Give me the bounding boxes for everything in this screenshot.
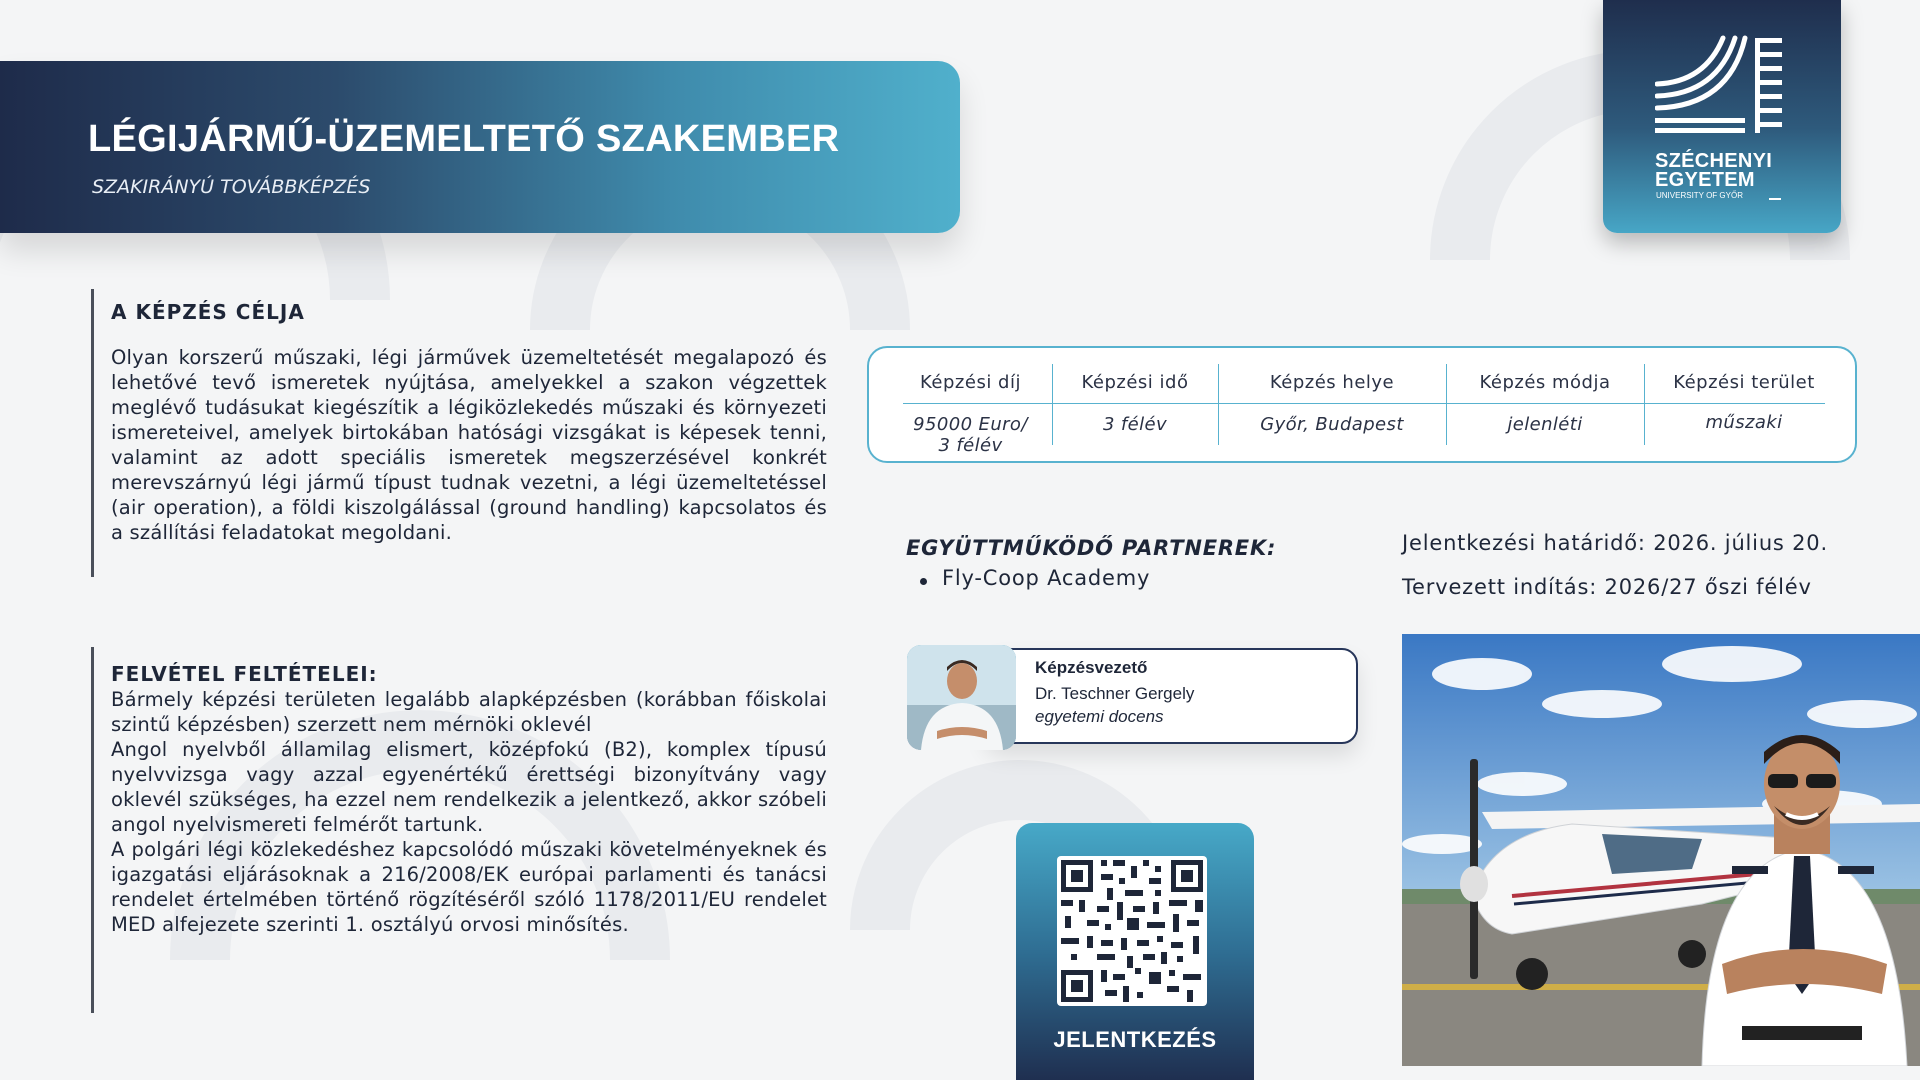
logo-name-line1: SZÉCHENYI — [1655, 150, 1773, 172]
admission-item: A polgári légi közlekedéshez kapcsolódó műszaki követelményeknek és igazgatási eljárásoknak a 216/2008/EK európai parlamenti és tanácsi rendelet értelmében történő rögzítéséről szóló 1178/2011/EU rendelet MED alfejezete szerinti 1. osztályú orvosi minősítés. — [111, 838, 827, 936]
admission-section — [91, 647, 831, 1013]
qr-code-icon[interactable] — [1057, 856, 1207, 1006]
university-logo — [1603, 0, 1841, 233]
partner-name: Fly-Coop Academy — [942, 566, 1151, 590]
goal-text: Olyan korszerű műszaki, légi járművek üzemeltetését megalapozó és lehetővé tevő ismeretek nyújtása, amelyekkel a szakon végzettek meglévő tudásukat kiegészítik a légiközlekedés műszaki és környezeti ismereteivel, amelyek birtokában hatósági vizsgákat is képesek tenni, valamint az adott speciális ismeretek megszerzésével konkrét merevszárnyú légi jármű típust tudnak vezetni, a légi üzemeltetéssel (air operation), a földi kiszolgálással (ground handling) kapcsolatos és a szállítási feladatokat megoldani. — [111, 346, 827, 544]
info-col-location — [1218, 348, 1446, 461]
info-col-mode — [1446, 348, 1644, 461]
page-subtitle: SZAKIRÁNYÚ TOVÁBBKÉPZÉS — [92, 176, 371, 198]
application-deadline: Jelentkezési határidő: 2026. július 20. — [1402, 531, 1828, 555]
goal-title: A KÉPZÉS CÉLJA — [111, 300, 305, 324]
logo-tagline: UNIVERSITY OF GYŐR — [1656, 191, 1743, 200]
apply-label[interactable]: JELENTKEZÉS — [1053, 1027, 1217, 1052]
logo-name-line2: EGYETEM — [1655, 169, 1755, 191]
info-value: műszaki — [1705, 412, 1783, 433]
info-value: jelenléti — [1507, 414, 1583, 435]
info-col-field — [1644, 348, 1844, 461]
goal-section — [91, 289, 831, 577]
pilot-airplane-photo — [1402, 634, 1920, 1066]
partners-title: EGYÜTTMŰKÖDŐ PARTNEREK: — [906, 536, 1277, 560]
leader-portrait — [907, 645, 1016, 750]
planned-start: Tervezett indítás: 2026/27 őszi félév — [1402, 575, 1812, 599]
admission-title: FELVÉTEL FELTÉTELEI: — [111, 662, 378, 686]
partner-item — [918, 566, 1150, 590]
page-title: LÉGIJÁRMŰ-ÜZEMELTETŐ SZAKEMBER — [88, 118, 840, 160]
info-col-duration — [1052, 348, 1218, 461]
logo-mark-icon — [1655, 34, 1785, 134]
info-value: 3 félév — [1102, 414, 1168, 435]
info-value: Győr, Budapest — [1260, 414, 1404, 435]
leader-name: Dr. Teschner Gergely — [1035, 684, 1195, 703]
leader-title: egyetemi docens — [1035, 707, 1164, 726]
photo-illustration — [1402, 634, 1920, 1066]
info-header: Képzés módja — [1479, 372, 1611, 393]
logo-underline — [1769, 198, 1781, 200]
info-header: Képzés helye — [1269, 372, 1395, 393]
info-value: 95000 Euro/ 3 félév — [913, 414, 1028, 456]
admission-list — [111, 687, 827, 937]
admission-item: Bármely képzési területen legalább alapképzésben (korábban főiskolai szintű képzésben) szerzett nem mérnöki oklevél — [111, 688, 827, 736]
leader-portrait-icon — [907, 645, 1016, 750]
info-header: Képzési terület — [1673, 372, 1815, 393]
course-info-table — [867, 346, 1857, 463]
info-col-fee — [889, 348, 1052, 461]
info-header: Képzési díj — [920, 372, 1021, 393]
qr-code-graphic — [1057, 856, 1207, 1006]
admission-item: Angol nyelvből államilag elismert, középfokú (B2), komplex típusú nyelvvizsga vagy azzal egyenértékű érettségi bizonyítvány vagy oklevél szükséges, ha ezzel nem rendelkezik a jelentkező, akkor szóbeli angol nyelvismereti felmérőt tartunk. — [111, 738, 827, 836]
info-header: Képzési idő — [1081, 372, 1189, 393]
leader-role: Képzésvezető — [1035, 658, 1148, 677]
